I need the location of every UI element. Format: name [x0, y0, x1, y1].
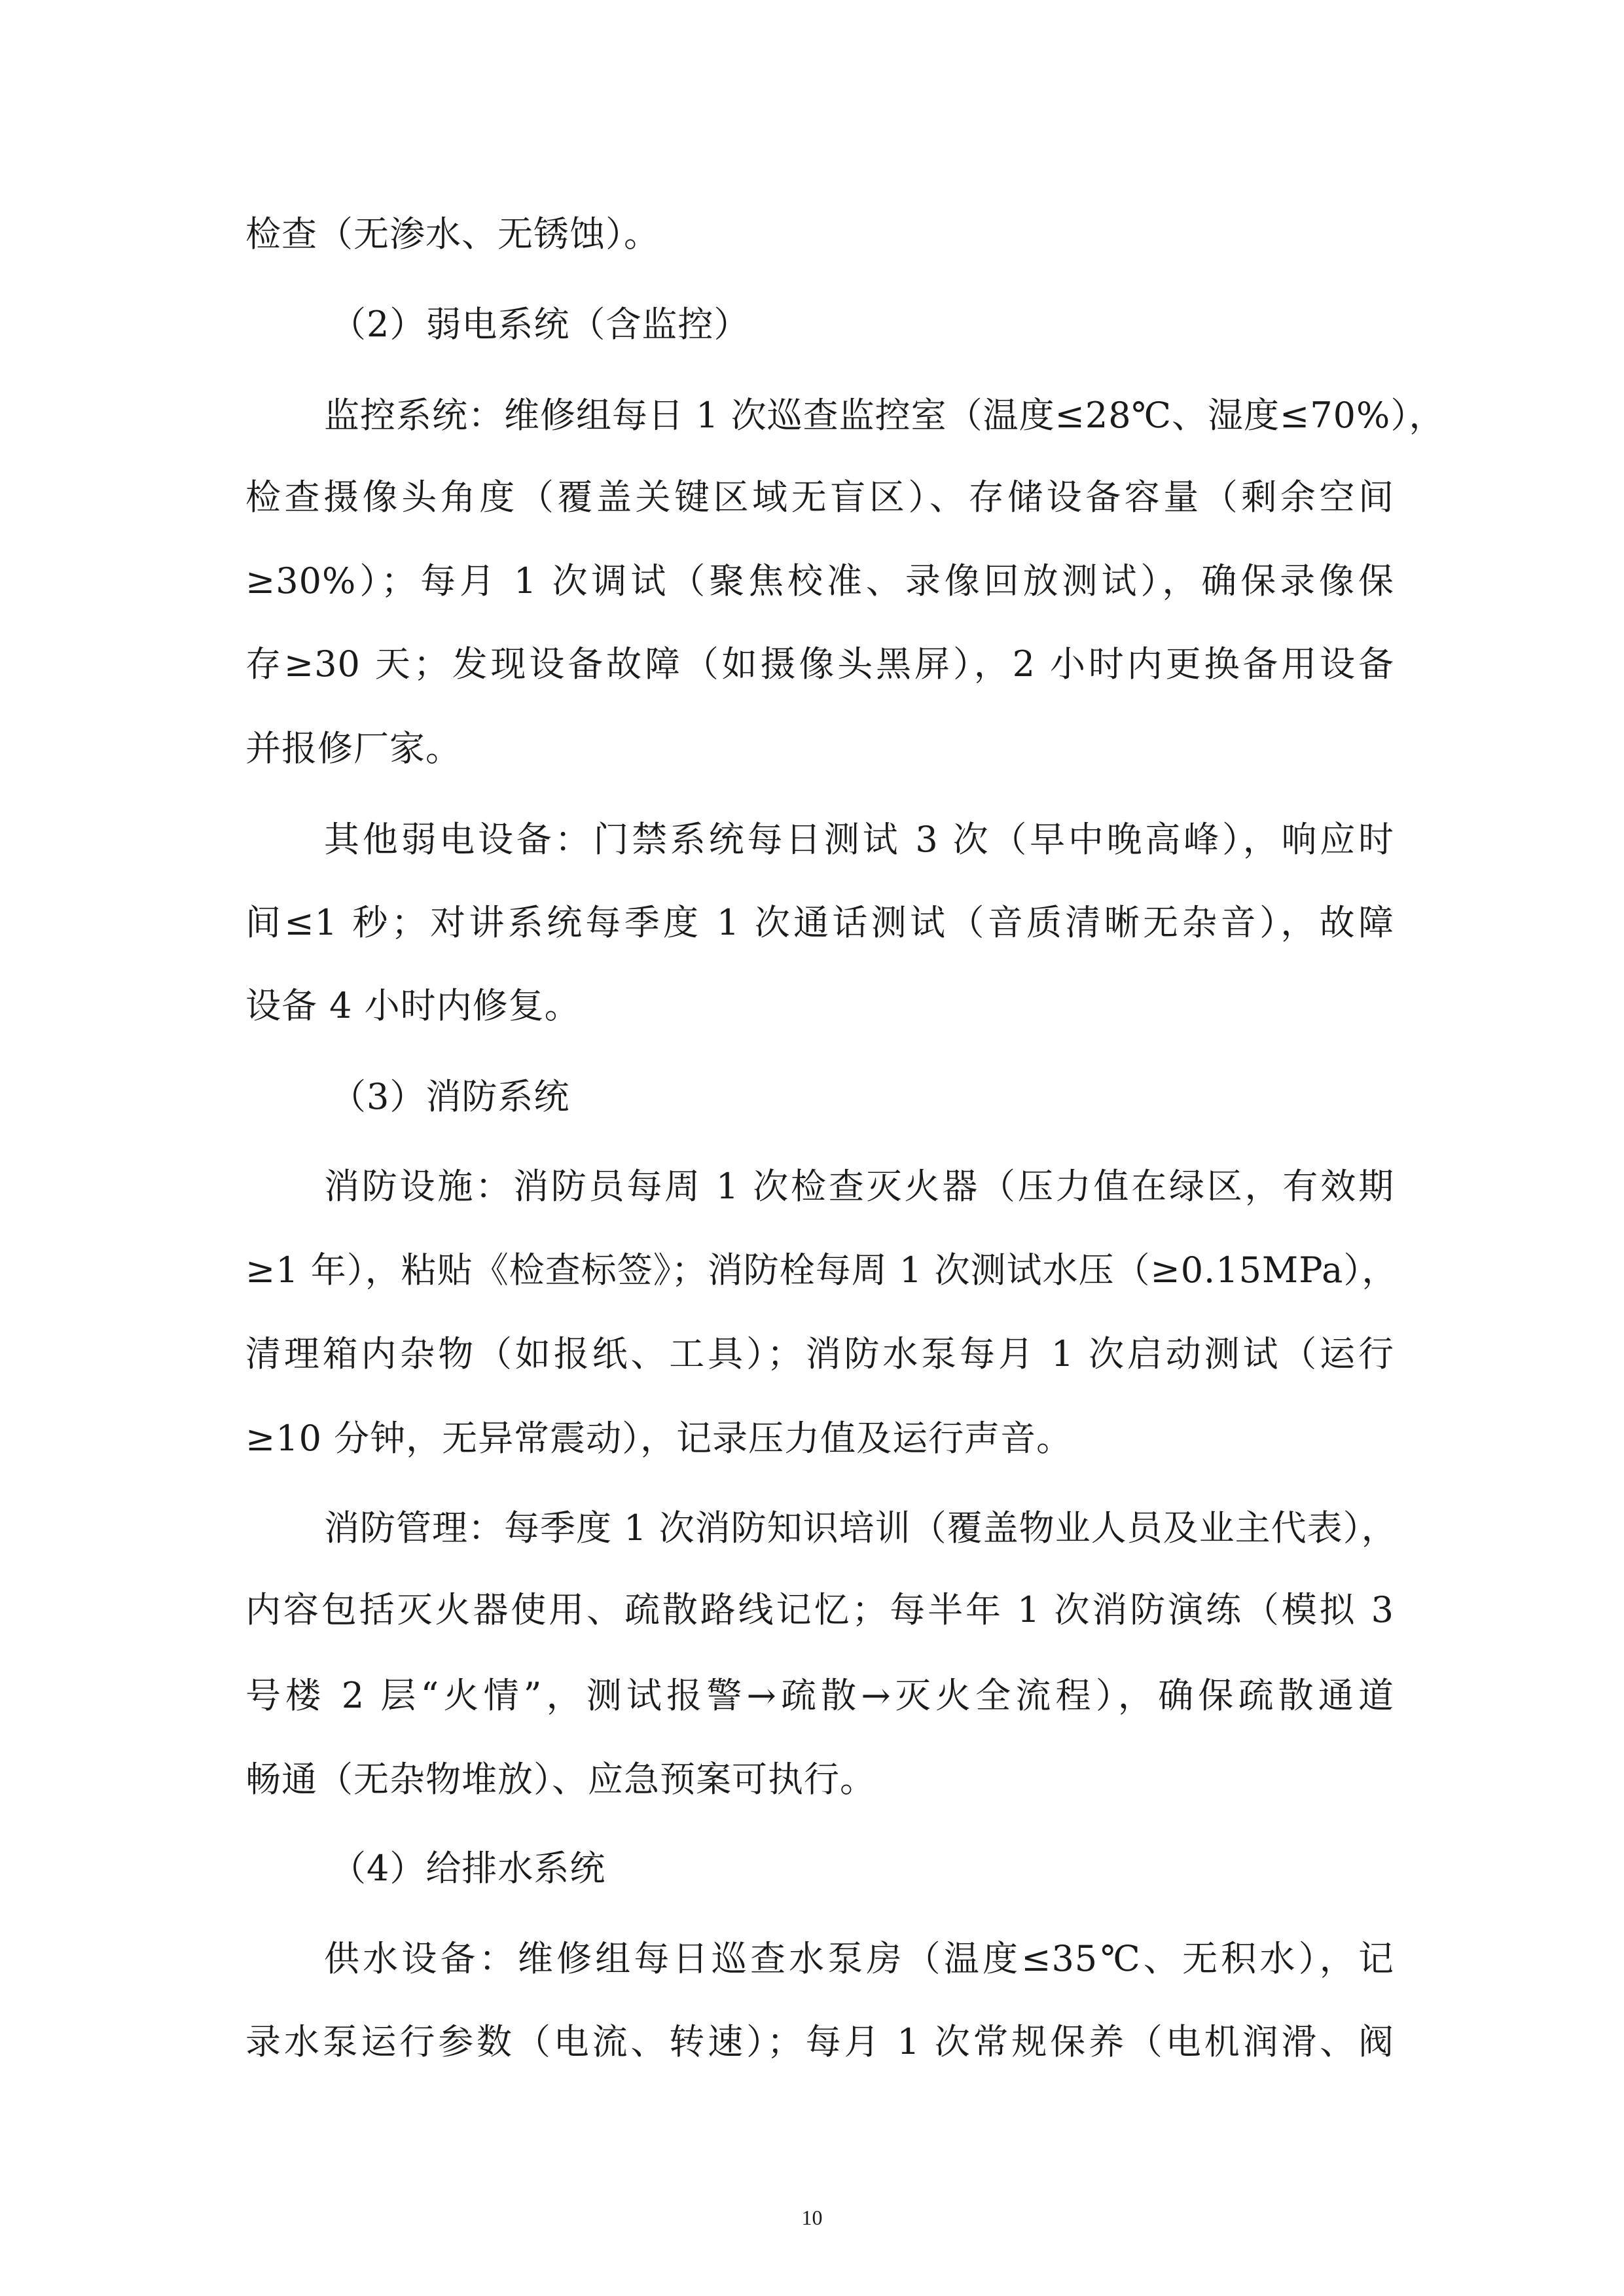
text-line: 消防设施：消防员每周 1 次检查灭火器（压力值在绿区，有效期: [324, 1166, 1394, 1207]
text-line: ≥30%）；每月 1 次调试（聚焦校准、录像回放测试），确保录像保: [245, 560, 1394, 601]
text-line: 间≤1 秒；对讲系统每季度 1 次通话测试（音质清晰无杂音），故障: [245, 902, 1394, 943]
text-line: 检查摄像头角度（覆盖关键区域无盲区）、存储设备容量（剩余空间: [245, 476, 1394, 518]
text-line: 号楼 2 层“火情”，测试报警→疏散→灭火全流程），确保疏散通道: [245, 1675, 1394, 1716]
text-line: 畅通（无杂物堆放）、应急预案可执行。: [245, 1759, 876, 1800]
text-line: 存≥30 天；发现设备故障（如摄像头黑屏），2 小时内更换备用设备: [245, 643, 1394, 685]
text-line: 供水设备：维修组每日巡查水泵房（温度≤35℃、无积水），记: [324, 1938, 1394, 1979]
text-line: ≥10 分钟，无异常震动），记录压力值及运行声音。: [245, 1418, 1073, 1459]
page-number: 10: [801, 2206, 823, 2229]
text-line: 设备 4 小时内修复。: [245, 985, 581, 1026]
text-line: 检查（无渗水、无锈蚀）。: [245, 213, 660, 255]
section-heading: （3）消防系统: [331, 1076, 570, 1117]
text-line: 监控系统：维修组每日 1 次巡查监控室（温度≤28℃、湿度≤70%），: [324, 395, 1445, 436]
text-line: 并报修厂家。: [245, 728, 461, 769]
section-heading: （2）弱电系统（含监控）: [331, 304, 750, 345]
text-line: 内容包括灭火器使用、疏散路线记忆；每半年 1 次消防演练（模拟 3: [245, 1589, 1394, 1630]
section-heading: （4）给排水系统: [331, 1848, 606, 1889]
text-line: 其他弱电设备：门禁系统每日测试 3 次（早中晚高峰），响应时: [324, 819, 1394, 860]
text-line: 录水泵运行参数（电流、转速）；每月 1 次常规保养（电机润滑、阀: [245, 2021, 1394, 2062]
text-line: 消防管理：每季度 1 次消防知识培训（覆盖物业人员及业主代表），: [324, 1507, 1398, 1549]
text-line: ≥1 年），粘贴《检查标签》；消防栓每周 1 次测试水压（≥0.15MPa），: [245, 1249, 1398, 1291]
text-line: 清理箱内杂物（如报纸、工具）；消防水泵每月 1 次启动测试（运行: [245, 1333, 1394, 1374]
